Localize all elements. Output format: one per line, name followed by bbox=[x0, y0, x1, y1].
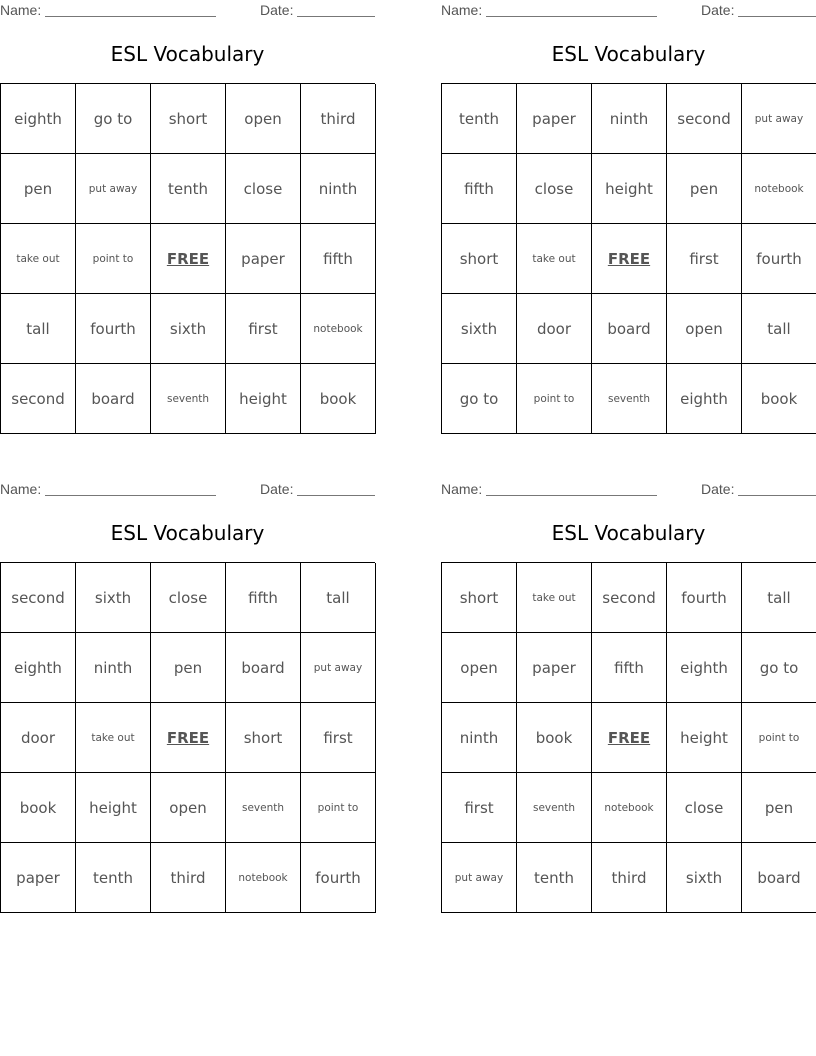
bingo-cell: seventh bbox=[226, 773, 301, 843]
bingo-cell: point to bbox=[301, 773, 376, 843]
date-blank-line bbox=[738, 495, 816, 496]
bingo-cell: close bbox=[226, 154, 301, 224]
bingo-cell: second bbox=[592, 563, 667, 633]
card-title: ESL Vocabulary bbox=[551, 521, 706, 545]
bingo-cell: pen bbox=[667, 154, 742, 224]
name-blank-line bbox=[45, 16, 216, 17]
date-label: Date: bbox=[260, 2, 294, 18]
bingo-cell: fourth bbox=[301, 843, 376, 913]
bingo-cell: pen bbox=[1, 154, 76, 224]
bingo-cell: fifth bbox=[592, 633, 667, 703]
bingo-cell: ninth bbox=[301, 154, 376, 224]
bingo-cell: seventh bbox=[592, 364, 667, 434]
bingo-cell: put away bbox=[76, 154, 151, 224]
name-date-line bbox=[0, 2, 375, 20]
date-label: Date: bbox=[701, 481, 735, 497]
bingo-cell: sixth bbox=[667, 843, 742, 913]
bingo-cell: first bbox=[301, 703, 376, 773]
name-label: Name: bbox=[0, 481, 42, 497]
bingo-cell: first bbox=[226, 294, 301, 364]
bingo-cell: second bbox=[1, 563, 76, 633]
date-blank-line bbox=[297, 495, 375, 496]
bingo-cell: close bbox=[517, 154, 592, 224]
bingo-cell: ninth bbox=[592, 84, 667, 154]
bingo-cell: go to bbox=[76, 84, 151, 154]
bingo-grid bbox=[0, 83, 375, 434]
bingo-cell: tall bbox=[301, 563, 376, 633]
bingo-cell: open bbox=[151, 773, 226, 843]
bingo-cell: sixth bbox=[76, 563, 151, 633]
bingo-cell: tenth bbox=[442, 84, 517, 154]
name-date-line bbox=[441, 481, 816, 499]
name-date-line bbox=[0, 481, 375, 499]
date-blank-line bbox=[297, 16, 375, 17]
bingo-cell: book bbox=[301, 364, 376, 434]
bingo-cell: seventh bbox=[151, 364, 226, 434]
bingo-cell: tenth bbox=[517, 843, 592, 913]
bingo-cell: tall bbox=[742, 294, 816, 364]
bingo-cell: book bbox=[742, 364, 816, 434]
date-blank-line bbox=[738, 16, 816, 17]
bingo-cell: first bbox=[442, 773, 517, 843]
name-blank-line bbox=[486, 495, 657, 496]
bingo-cell: board bbox=[226, 633, 301, 703]
bingo-cell: first bbox=[667, 224, 742, 294]
bingo-cell: fourth bbox=[742, 224, 816, 294]
bingo-cell: short bbox=[442, 224, 517, 294]
bingo-cell: take out bbox=[76, 703, 151, 773]
name-label: Name: bbox=[441, 2, 483, 18]
bingo-cell: take out bbox=[517, 224, 592, 294]
bingo-cell: sixth bbox=[151, 294, 226, 364]
name-date-line bbox=[441, 2, 816, 20]
bingo-card-3 bbox=[0, 479, 375, 914]
bingo-cell: go to bbox=[442, 364, 517, 434]
name-label: Name: bbox=[441, 481, 483, 497]
bingo-grid bbox=[441, 562, 816, 913]
bingo-cell: book bbox=[517, 703, 592, 773]
bingo-cell: fourth bbox=[76, 294, 151, 364]
bingo-cell: ninth bbox=[442, 703, 517, 773]
bingo-cell: board bbox=[742, 843, 816, 913]
bingo-card-4 bbox=[441, 479, 816, 914]
bingo-cell: third bbox=[592, 843, 667, 913]
bingo-cell: paper bbox=[517, 84, 592, 154]
name-blank-line bbox=[486, 16, 657, 17]
bingo-cell: put away bbox=[742, 84, 816, 154]
bingo-cell: put away bbox=[442, 843, 517, 913]
bingo-cell: board bbox=[76, 364, 151, 434]
bingo-cell: height bbox=[76, 773, 151, 843]
date-label: Date: bbox=[701, 2, 735, 18]
bingo-cell: open bbox=[226, 84, 301, 154]
free-space: FREE bbox=[592, 703, 667, 773]
bingo-cell: pen bbox=[151, 633, 226, 703]
bingo-cell: fourth bbox=[667, 563, 742, 633]
bingo-cell: close bbox=[151, 563, 226, 633]
bingo-cell: point to bbox=[517, 364, 592, 434]
bingo-cell: eighth bbox=[1, 84, 76, 154]
bingo-grid bbox=[0, 562, 375, 913]
bingo-cell: notebook bbox=[742, 154, 816, 224]
bingo-cell: short bbox=[442, 563, 517, 633]
name-label: Name: bbox=[0, 2, 42, 18]
bingo-cell: short bbox=[151, 84, 226, 154]
bingo-cell: paper bbox=[1, 843, 76, 913]
bingo-cell: paper bbox=[517, 633, 592, 703]
bingo-cell: open bbox=[667, 294, 742, 364]
bingo-cell: sixth bbox=[442, 294, 517, 364]
bingo-card-2 bbox=[441, 0, 816, 435]
bingo-cell: door bbox=[1, 703, 76, 773]
bingo-cell: tall bbox=[742, 563, 816, 633]
card-title: ESL Vocabulary bbox=[551, 42, 706, 66]
bingo-cell: height bbox=[667, 703, 742, 773]
bingo-cell: board bbox=[592, 294, 667, 364]
bingo-cell: put away bbox=[301, 633, 376, 703]
bingo-cell: pen bbox=[742, 773, 816, 843]
bingo-cell: short bbox=[226, 703, 301, 773]
bingo-cell: third bbox=[151, 843, 226, 913]
bingo-cell: fifth bbox=[226, 563, 301, 633]
bingo-cell: open bbox=[442, 633, 517, 703]
bingo-cell: tenth bbox=[151, 154, 226, 224]
bingo-cell: eighth bbox=[667, 364, 742, 434]
free-space: FREE bbox=[151, 224, 226, 294]
bingo-cell: fifth bbox=[442, 154, 517, 224]
bingo-grid bbox=[441, 83, 816, 434]
bingo-cell: point to bbox=[742, 703, 816, 773]
free-space: FREE bbox=[592, 224, 667, 294]
bingo-cell: second bbox=[1, 364, 76, 434]
bingo-cell: book bbox=[1, 773, 76, 843]
name-blank-line bbox=[45, 495, 216, 496]
bingo-cell: ninth bbox=[76, 633, 151, 703]
bingo-cell: door bbox=[517, 294, 592, 364]
bingo-cell: height bbox=[226, 364, 301, 434]
bingo-cell: fifth bbox=[301, 224, 376, 294]
bingo-cell: third bbox=[301, 84, 376, 154]
bingo-cell: second bbox=[667, 84, 742, 154]
bingo-cell: take out bbox=[517, 563, 592, 633]
bingo-cell: height bbox=[592, 154, 667, 224]
card-title: ESL Vocabulary bbox=[110, 42, 265, 66]
bingo-cell: eighth bbox=[667, 633, 742, 703]
bingo-card-1 bbox=[0, 0, 375, 435]
bingo-cell: eighth bbox=[1, 633, 76, 703]
bingo-cell: close bbox=[667, 773, 742, 843]
bingo-cell: point to bbox=[76, 224, 151, 294]
bingo-cell: paper bbox=[226, 224, 301, 294]
bingo-cell: tall bbox=[1, 294, 76, 364]
bingo-cell: take out bbox=[1, 224, 76, 294]
bingo-cell: notebook bbox=[301, 294, 376, 364]
bingo-cell: notebook bbox=[592, 773, 667, 843]
bingo-cell: notebook bbox=[226, 843, 301, 913]
bingo-cell: go to bbox=[742, 633, 816, 703]
bingo-cell: seventh bbox=[517, 773, 592, 843]
bingo-cell: tenth bbox=[76, 843, 151, 913]
card-title: ESL Vocabulary bbox=[110, 521, 265, 545]
date-label: Date: bbox=[260, 481, 294, 497]
free-space: FREE bbox=[151, 703, 226, 773]
